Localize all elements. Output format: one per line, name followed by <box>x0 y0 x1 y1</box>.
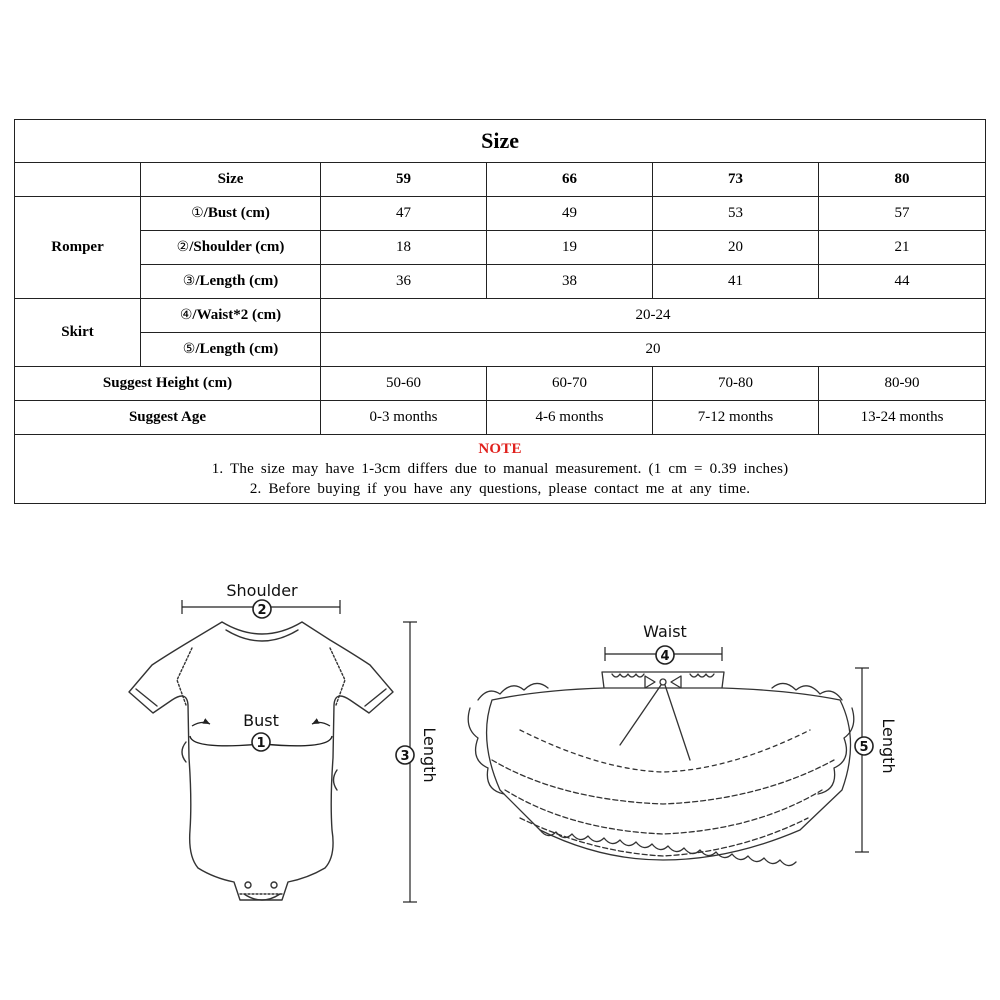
shoulder-row-label <box>141 231 321 265</box>
table-cell: 38 <box>487 265 653 299</box>
bust-row-label <box>141 197 321 231</box>
romper-length-row-label <box>141 265 321 299</box>
romper-length-measure <box>396 622 439 902</box>
table-cell: 70-80 <box>653 367 819 401</box>
circled-number-4: ④ <box>179 307 193 323</box>
table-row-height <box>15 367 986 401</box>
table-cell: 0-3 months <box>321 401 487 435</box>
shoulder-measure <box>182 581 340 618</box>
circled-number-3: ③ <box>182 273 196 289</box>
size-66: 66 <box>487 163 653 197</box>
size-80: 80 <box>819 163 986 197</box>
size-73: 73 <box>653 163 819 197</box>
table-cell: 36 <box>321 265 487 299</box>
waist-label-text: Waist <box>643 622 687 641</box>
waist-measure <box>605 622 722 664</box>
skirt-label: Skirt <box>15 299 141 367</box>
table-row-shoulder <box>15 231 986 265</box>
bust-label: /Bust (cm) <box>203 205 270 221</box>
table-cell: 20-24 <box>321 299 986 333</box>
shoulder-number: 2 <box>257 603 267 618</box>
waist-number: 4 <box>660 649 670 664</box>
waist-label: /Waist*2 (cm) <box>192 307 282 323</box>
bust-label-text: Bust <box>243 711 279 730</box>
table-cell: 44 <box>819 265 986 299</box>
romper-length-label-text: Length <box>420 727 439 783</box>
table-cell: 20 <box>653 231 819 265</box>
table-cell: 20 <box>321 333 986 367</box>
table-cell: 19 <box>487 231 653 265</box>
waist-row-label <box>141 299 321 333</box>
skirt-length-row-label <box>141 333 321 367</box>
table-cell: 50-60 <box>321 367 487 401</box>
size-table <box>14 119 986 504</box>
circled-number-2: ② <box>176 239 190 255</box>
table-row-skirt-length <box>15 333 986 367</box>
circled-number-1: ① <box>191 205 204 221</box>
circled-number-5: ⑤ <box>182 341 196 357</box>
table-title: Size <box>15 120 986 163</box>
table-cell: 21 <box>819 231 986 265</box>
table-title-row <box>15 120 986 163</box>
romper-illustration <box>129 622 393 900</box>
note-line-2: 2. Before buying if you have any questions, please contact me at any time. <box>249 481 751 497</box>
bust-number: 1 <box>256 736 266 751</box>
table-cell: 4-6 months <box>487 401 653 435</box>
measurement-diagram <box>0 540 1000 1000</box>
table-row-romper-length <box>15 265 986 299</box>
table-cell: 13-24 months <box>819 401 986 435</box>
skirt-length-measure <box>855 668 898 852</box>
note-cell <box>15 435 986 504</box>
table-cell: 53 <box>653 197 819 231</box>
romper-length-label: /Length (cm) <box>195 273 279 289</box>
note-row <box>15 435 986 504</box>
diagram-svg <box>0 540 1000 1000</box>
shoulder-label-text: Shoulder <box>226 581 298 600</box>
skirt-length-label: /Length (cm) <box>195 341 279 357</box>
table-cell: 7-12 months <box>653 401 819 435</box>
romper-label: Romper <box>15 197 141 299</box>
note-title: NOTE <box>478 441 522 457</box>
suggest-age-label: Suggest Age <box>15 401 321 435</box>
table-row-bust <box>15 197 986 231</box>
table-cell: 47 <box>321 197 487 231</box>
table-cell: 49 <box>487 197 653 231</box>
size-label: Size <box>141 163 321 197</box>
romper-length-number: 3 <box>400 749 410 764</box>
shoulder-label: /Shoulder (cm) <box>189 239 285 255</box>
table-cell: 41 <box>653 265 819 299</box>
note-line-1: 1. The size may have 1-3cm differs due to manual measurement. (1 cm = 0.39 inches) <box>211 461 789 477</box>
suggest-height-label: Suggest Height (cm) <box>15 367 321 401</box>
empty-corner-cell <box>15 163 141 197</box>
bust-measure <box>190 711 332 751</box>
table-row-age <box>15 401 986 435</box>
table-cell: 80-90 <box>819 367 986 401</box>
size-59: 59 <box>321 163 487 197</box>
size-header-row <box>15 163 986 197</box>
skirt-length-number: 5 <box>859 740 869 755</box>
table-row-waist <box>15 299 986 333</box>
skirt-length-label-text: Length <box>879 718 898 774</box>
skirt-illustration <box>468 672 854 866</box>
table-cell: 60-70 <box>487 367 653 401</box>
table-cell: 18 <box>321 231 487 265</box>
table-cell: 57 <box>819 197 986 231</box>
